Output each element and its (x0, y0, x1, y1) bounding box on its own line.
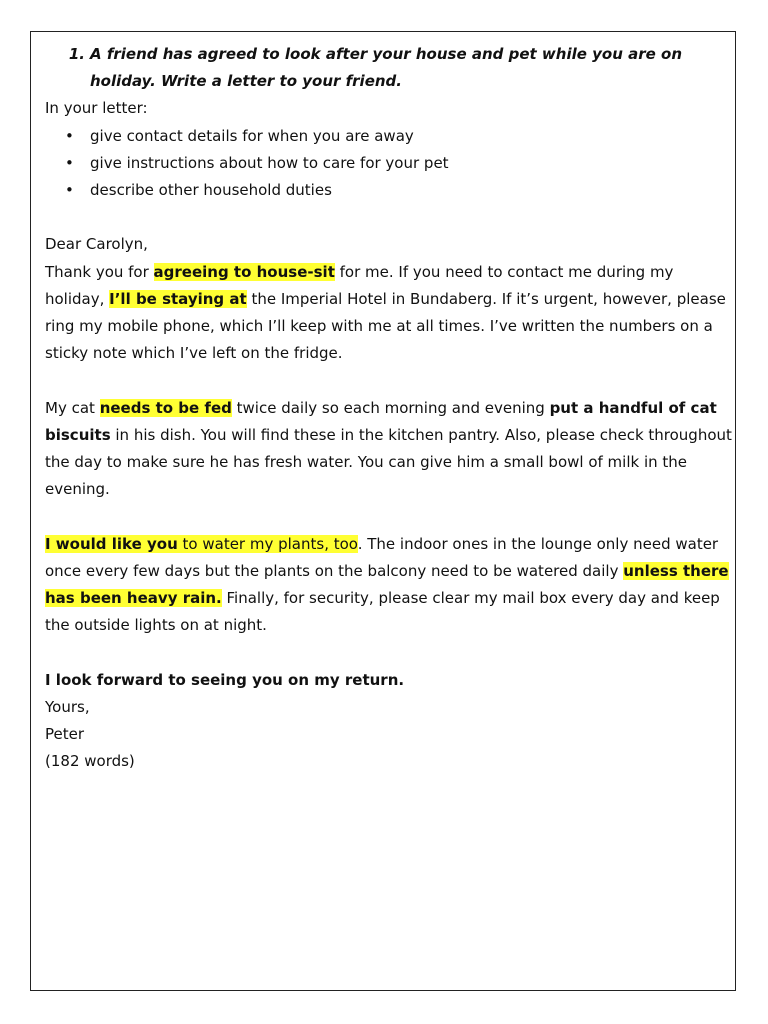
letter-salutation: Dear Carolyn, (45, 235, 148, 254)
bold-phrase: put a handful of cat biscuits (45, 398, 717, 444)
highlighted-phrase: to water my plants, too (177, 534, 358, 553)
closing-line: I look forward to seeing you on my return. (45, 670, 405, 689)
task-number: 1. (68, 45, 85, 63)
highlighted-phrase: unless there has been heavy rain. (45, 561, 729, 608)
highlighted-phrase: I’ll be staying at (109, 289, 247, 308)
highlighted-phrase: agreeing to house-sit (153, 262, 335, 281)
bullet-icon: • (65, 153, 74, 172)
bullet-icon: • (65, 126, 74, 145)
bullet-icon: • (65, 181, 74, 200)
list-item: • give contact details for when you are away (45, 123, 735, 150)
highlighted-phrase: I would like you (45, 534, 178, 553)
document-content (45, 41, 735, 775)
letter-paragraph-1: Thank you for agreeing to house-sit for me. If you need to contact me during my holiday, I’ll be staying at the Imperial Hotel in Bundaberg. If it’s urgent, however, please ring my mobile phone, which I’ll keep with me at all times. I’ve written the numbers on a sticky note which I’ve left on the fridge. (45, 262, 726, 363)
list-item: • describe other household duties (45, 177, 735, 204)
word-count: (182 words) (45, 752, 135, 771)
letter-paragraph-3: I would like you to water my plants, too. The indoor ones in the lounge only need water once every few days but the plants on the balcony need to be watered daily unless there has been heavy rain. Finally, for security, please clear my mail box every day and keep the outside lights on at night. (45, 534, 729, 635)
letter-signoff: Yours, (45, 697, 90, 716)
highlighted-phrase: needs to be fed (99, 398, 232, 417)
task-prompt (45, 41, 735, 95)
instructions-intro: In your letter: (45, 99, 148, 118)
letter-paragraph-2: My cat needs to be fed twice daily so each morning and evening put a handful of cat biscuits in his dish. You will find these in the kitchen pantry. Also, please check throughout the day to make sure he has fresh water. You can give him a small bowl of milk in the evening. (45, 398, 732, 499)
list-item: • give instructions about how to care for your pet (45, 150, 735, 177)
task-text: A friend has agreed to look after your house and pet while you are on holiday. Write a letter to your friend. (90, 45, 683, 91)
instructions-list (45, 123, 735, 205)
signature-name: Peter (45, 725, 85, 744)
